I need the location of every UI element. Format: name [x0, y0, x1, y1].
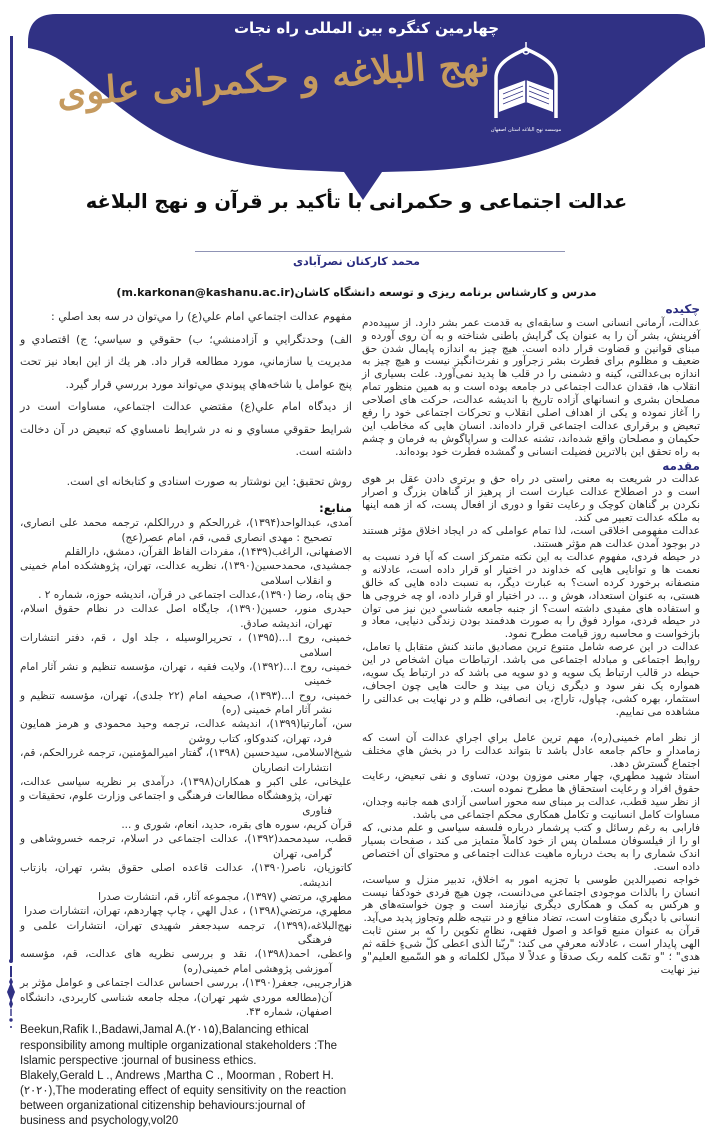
reference-item: هزارجریبی، جعفر(۱۳۹۰)، بررسی احساس عدالت اجتماعی و عوامل مؤثر بر آن(مطالعه موردی شهر تهران)، مجله جامعه شناسی کاربردی، دانشگاه اصفهان، شماره ۴۳.	[20, 977, 352, 1018]
introduction-paragraph: خواجه نصیرالدین طوسی با تجزیه امور به اخلاق، تدبیر منزل و سیاست، انسان را بالذات موجودی اجتماعی می‌دانست، چون هیچ فردی خودکفا نیست و هرکس به کمک و همکاری دیگری نیازمند است و چون خواسته‌های هر انسانی با دیگری متفاوت است، تضاد منافع و در نتیجه ظلم وتجاوز پدید می‌آید.	[362, 873, 700, 925]
introduction-paragraph: استاد شهید مطهري، چهار معنی موزون بودن، تساوی و نفی تبعیض، رعایت حقوق افراد و رعایت استحقاق ها مطرح نموده است.	[362, 770, 700, 796]
body-paragraph: از ديدگاه امام علي(ع) مقتضي عدالت اجتماعي، مساوات است در شرايط حقوقي مساوي و نه در شرايط نامساوي كه تبعيض در آن دخالت داشته است.	[20, 400, 352, 459]
reference-item: خمینی، روح ا...(۱۳۹۵) ، تحریرالوسیله ، جلد اول ، قم، دفتر انتشارات اسلامی	[20, 632, 352, 659]
references-en-list	[20, 1023, 352, 1129]
introduction-paragraph: عدالت در شریعت به معنی راستی در راه حق و برتری دادن عقل بر هوی است و در اصطلاح عدالت عبارت است از پرهیز از گناهان بزرگ و اصرار نکردن بر گناهان کوچک و رعایت تقوا و دوری از افعال پست، که از همه اینها به ملکه عدالت تعبیر می کند.	[362, 473, 700, 525]
introduction-paragraph: از نظر سید قطب، عدالت بر مبنای سه محور اساسی آزادی همه جانبه وجدان، مساوات کامل انسانیت و تکامل همکاری محکم اجتماعی می باشد.	[362, 796, 700, 822]
introduction-paragraph: عدالت در این عرصه شامل متنوع ترین مصادیق مانند کنش متقابل یا تعامل، روابط اجتماعی و مبادله اجتماعی می باشد. ارتباطات میان اشخاص در این حیطه در قالب ارتباط یک سویه و دو سویه می باشد که در ارتباط یک سویه، همواره یک نفر سود و دیگری زیان می بیند و حالت هایی چون اجحاف، استثمار، بهره کشی، چپاول، تاراج، بی انصافی، ظلم و در نهایت بی عدالتی را مشاهده می نماییم.	[362, 641, 700, 718]
congress-title: چهارمین کنگره بین المللی راه نجات	[233, 19, 500, 37]
body-paragraph: الف) وحدتگرايي و آزادمنشي؛ ب) حقوقي و سياسي؛ ج) اقتصادي و مديريت يا سازماني، مورد مطالعه قرار داد. هر يك از اين ابعاد نيز تحت پنج عوامل يا شاخه‌هاي پيوندي مي‌تواند مورد بررسي قرار گيرد.	[20, 332, 352, 391]
introduction-paragraph: در حیطه فردی، مفهوم عدالت به این نکته متمرکز است که آیا فرد نسبت به نعمت ها و توانایی هایی که خداوند در اختیار او قرار داده است، عادلانه و منصفانه برخورد کرده است؟ به عبارت دیگر، به نسبت داده هایی که خالق هستی، به عنوان استعداد، هوش و ... در اختیار او قرار داده، او چه خروجی ها و استفاده های مفیدی داشته است؟ از جنبه جامعه شناسی دین نیز می توان در حیطه فردی، موارد فوق را به صورت هدفمند بودن زندگی دنیایی، معاد و بازخواست و محاسبه روز قیامت مطرح نمود.	[362, 550, 700, 641]
reference-item: قطب، سیدمحمد(۱۳۹۲)، عدالت اجتماعی در اسلام، ترجمه خسروشاهی و گرامی، تهران	[20, 833, 352, 860]
reference-item: حق پناه، رضا (۱۳۹۰)،عدالت اجتماعی در قرآن، اندیشه حوزه، شماره ۲ .	[38, 589, 352, 602]
reference-item: مطهري، مرتضي(۱۳۹۸) ، عدل الهي ، چاپ چهاردهم، تهران، انتشارات صدرا	[24, 905, 352, 918]
introduction-paragraphs	[362, 473, 700, 976]
reference-item: علیخانی، علی اکبر و همکاران(۱۳۹۸)، درآمدی بر نظریه سیاسی عدالت، تهران، پژوهشگاه مطالعات فرهنگی و اجتماعی وزارت علوم، تحقیقات و فناوری	[20, 775, 352, 817]
reference-item: خمینی، روح ا...(۱۳۹۲)، ولایت فقیه ، تهران، مؤسسه تنظیم و نشر آثار امام خمینی	[20, 660, 352, 688]
introduction-paragraph: قرآن به عنوان منبع قواعد و اصول فقهی، نظام تکوین را که بر سنن ثابت الهی پایدار است ، عادلانه معرفی می کند: "ربّنا الّذی اعطی کلّ شیءٍ خلقه ثم هدی" ؛ "و تمّت کلمه ربک صدقاً و عدلاً لا مبدّل لکلماته و هو السّمیع العلیم"و نیز نهایت	[362, 925, 700, 976]
quran-book-arch-icon	[486, 40, 566, 122]
introduction-paragraph: عدالت مفهومی اخلاقی است، لذا تمام عواملی که در ایجاد اخلاق مؤثر هستند در بوجود آمدن عدالت هم مؤثر هستند.	[362, 525, 700, 550]
border-end-ornament	[3, 958, 19, 1030]
author-affiliation: مدرس و کارشناس برنامه ریزی و توسعه دانشگاه کاشان(m.karkonan@kashanu.ac.ir)	[116, 286, 597, 299]
congress-header	[0, 0, 713, 210]
reference-item: نهج‌البلاغه،(۱۳۹۹)، ترجمه سیدجعفر شهیدی تهران، انتشارات علمی و فرهنگی	[20, 919, 352, 947]
references-fa-list	[20, 516, 352, 1019]
reference-item: آمدی، عبدالواحد(۱۳۹۴)، غررالحکم و دررالکلم، ترجمه محمد علی انصاری، تصحیح : مهدی انصاری قمی، قم، امام عصر(عج)	[20, 517, 353, 544]
method-text: روش تحقیق: این نوشتار به صورت اسنادی و کتابخانه ای است.	[66, 474, 352, 488]
references-heading: منابع:	[319, 500, 352, 515]
author-divider	[195, 251, 565, 252]
reference-item: واعظی، احمد(۱۳۹۸)، نقد و بررسی نظریه های عدالت، قم، مؤسسه آموزشی پژوهشی امام خمینی(ره)	[20, 948, 352, 975]
abstract-column	[362, 302, 700, 977]
body-paragraph: مفهوم عدالت اجتماعي امام علي(ع) را مي‌توان در سه بعد اصلي :	[51, 310, 352, 323]
continuation-column	[20, 306, 352, 1130]
author-name: محمد کارکنان نصرآبادی	[293, 255, 420, 268]
reference-item: خمینی، روح ا...(۱۳۹۳)، صحیفه امام (۲۲ جلدی)، تهران، مؤسسه تنظیم و نشر آثار امام خمینی (ره)	[20, 689, 353, 717]
introduction-heading: مقدمه	[662, 458, 700, 473]
reference-item: مطهري، مرتضي (۱۳۹۷)، مجموعه آثار، قم، انتشارت صدرا	[98, 890, 352, 903]
abstract-text: عدالت، آرمانی انسانی است و سابقه‌ای به قدمت عمر بشر دارد. از سپیده‌دم آفرینش، بشر آن را به عنوان یک گرایش باطنی شناخته و به آن روی آورده و مبنای قوانین و قضاوت قرار داده است. هیچ چیز به اندازه پایمال شدن حق ضعیف و مظلوم برای فطرت بشر زجرآور و نفرت‌انگیز نیست و هیچ چیز به اندازه بی‌عدالتی، کینه و دشمنی را در قلب ها پدید نمی‌آورد. علت بسیاری از انقلاب ها، فقدان عدالت اجتماعی در جامعه بوده است و به همین منظور تمام مصلحان بشری و انسانهای آزاده تاریخ با اندیشه عدالت، حرکت های اصلاحی را آغاز نموده و یکی از اهداف اصلی انقلاب و تحرکات اجتماعی خود را رفع تبعیض و برقراری عدالت اجتماعی قرار داده‌اند. انسان هایی که مخاطب این حکیمان و مصلحان واقع شده‌اند، تشنه عدالت و سراپاگوش به فرمان و چشم به راه تحقق این بالاترین فضیلت انسانی و گمشده فطرت خود بوده‌اند.	[362, 316, 700, 458]
reference-item: سن، آمارتیا(۱۳۹۹)، اندیشه عدالت، ترجمه وحید محمودی و هرمز همایون فرد، تهران، کندوکاو، کتاب روشن	[20, 718, 353, 745]
reference-item: شیخ‌الاسلامی، سیدحسین (۱۳۹۸)، گفتار امیرالمؤمنین، ترجمه غررالحکم، قم، انتشارات انصاریان	[20, 747, 352, 774]
dimensions-paragraphs	[20, 306, 352, 464]
reference-item: کاتوزیان، ناصر(۱۳۹۰)، عدالت قاعده اصلی حقوق بشر، تهران، بازتاب اندیشه.	[20, 862, 352, 889]
reference-item-en: Beekun,Rafik I.,Badawi,Jamal A.(۲۰۱۵),Balancing ethical responsibility among multiple organizational stakeholders :The Islamic perspective :journal of business ethics.	[20, 1024, 338, 1067]
abstract-heading: چکیده	[665, 302, 700, 316]
paper-title: عدالت اجتماعی و حکمرانی با تأکید بر قرآن و نهج البلاغه	[85, 190, 628, 213]
reference-item-en: Blakely,Gerald L ., Andrews ,Martha C ., Moorman , Robert H.(۲۰۲۰),The moderating effect of equity sensitivity on the reaction between organizational citizenship behaviours:journal of business and psychology,vol20	[20, 1069, 347, 1128]
introduction-paragraph: از نظر امام خمینی(ره)، مهم ترین عامل براي اجراي عدالت آن است که زمامدار و حاکم جامعه عادل باشد تا بتواند عدالت را در بخش هاي مختلف اجتماع گسترش دهد.	[362, 731, 700, 770]
congress-calligraphy: نهج البلاغه و حکمرانی علوی	[55, 40, 492, 115]
reference-item: قرآن کریم، سوره های بقره، حدید، انعام، شوری و ...	[121, 819, 352, 832]
introduction-paragraph: فارابی به رغم رسائل و کتب پرشمار درباره فلسفه سیاسی و علم مدنی، که او را از فیلسوفان مسلمان پس از خود کاملاً متمایز می کند ، صفحات بسیار اندک شماری را به بحث درباره ماهیت عدالت اجتماعی و محتوای آن اختصاص داده است.	[362, 822, 700, 873]
reference-item: حیدری منور، حسین(۱۳۹۰)، جایگاه اصل عدالت در نظام حقوق اسلام، تهران، اندیشه صادق.	[20, 603, 352, 630]
reference-item: جمشیدی، محمدحسین(۱۳۹۰)، نظریه عدالت، تهران، پژوهشکده امام خمینی و انقلاب اسلامی	[20, 560, 352, 587]
logo-caption: موسسه نهج البلاغه استان اصفهان	[490, 127, 562, 133]
congress-logo	[486, 40, 566, 133]
reference-item: الاصفهانی، الراغب(۱۴۳۹)، مفردات الفاظ القرآن، دمشق، دارالقلم	[64, 545, 352, 558]
